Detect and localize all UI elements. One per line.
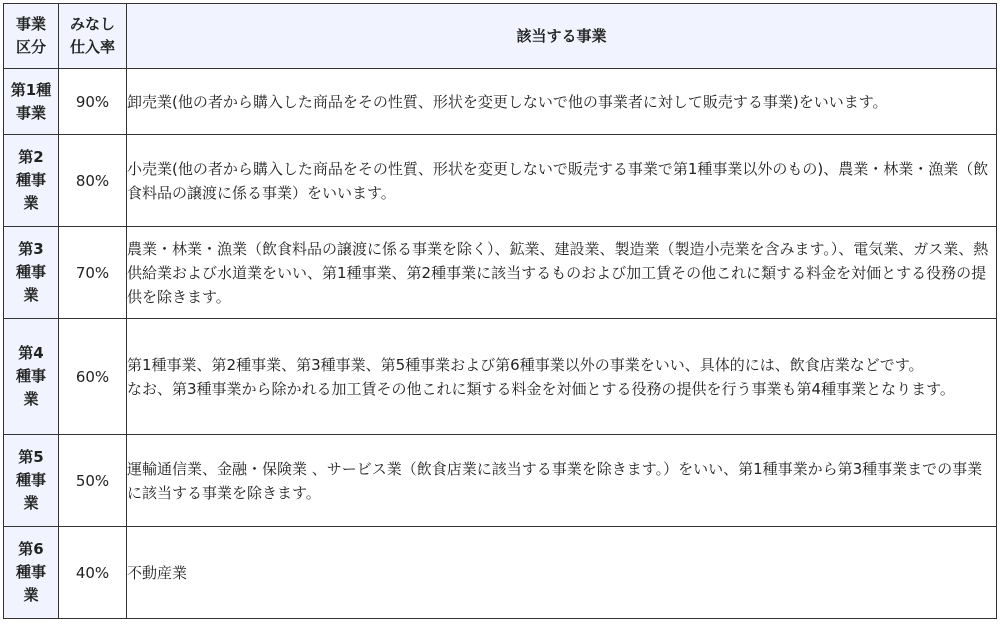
description-text: なお、第3種事業から除かれる加工賃その他これに類する料金を対価とする役務の提供を行う事業も第4種事業となります。 xyxy=(127,379,955,398)
description-text: 卸売業(他の者から購入した商品をその性質、形状を変更しないで他の事業者に対して販売する事業)をいいます。 xyxy=(127,92,888,111)
rate-cell: 50% xyxy=(59,435,127,527)
category-label: 第6種事業 xyxy=(15,540,46,604)
table-row xyxy=(4,135,997,227)
rate-cell: 40% xyxy=(59,527,127,619)
description-cell xyxy=(127,69,997,135)
table-row xyxy=(4,527,997,619)
category-cell xyxy=(4,135,59,227)
category-label: 第4種事業 xyxy=(15,344,46,408)
description-text: 農業・林業・漁業（飲食料品の譲渡に係る事業を除く）、鉱業、建設業、製造業（製造小売業を含みます。）、電気業、ガス業、熱供給業および水道業をいい、第1種事業、第2種事業に該当するものおよび加工賃その他これに類する料金を対価とする役務の提供を除きます。 xyxy=(127,239,989,306)
header-description: 該当する事業 xyxy=(127,4,997,69)
description-cell xyxy=(127,527,997,619)
header-rate xyxy=(59,4,127,69)
description-text: 運輸通信業、金融・保険業 、サービス業（飲食店業に該当する事業を除きます。）をいい、第1種事業から第3種事業までの事業に該当する事業を除きます。 xyxy=(127,459,983,502)
category-label: 第2種事業 xyxy=(15,148,46,212)
category-label: 第1種事業 xyxy=(10,80,52,122)
description-cell xyxy=(127,319,997,435)
category-label: 第5種事業 xyxy=(15,448,46,512)
description-text: 不動産業 xyxy=(127,563,188,582)
category-label: 第3種事業 xyxy=(15,240,46,304)
rate-cell: 70% xyxy=(59,227,127,319)
rate-cell: 80% xyxy=(59,135,127,227)
rate-cell: 90% xyxy=(59,69,127,135)
description-text: 小売業(他の者から購入した商品をその性質、形状を変更しないで販売する事業で第1種事業以外のもの)、農業・林業・漁業（飲食料品の譲渡に係る事業）をいいます。 xyxy=(127,159,989,202)
description-cell xyxy=(127,227,997,319)
category-cell xyxy=(4,527,59,619)
description-cell xyxy=(127,435,997,527)
table-row xyxy=(4,227,997,319)
header-category xyxy=(4,4,59,69)
table-row xyxy=(4,435,997,527)
table-header-row xyxy=(4,4,997,69)
header-category-label: 事業区分 xyxy=(15,15,46,56)
category-cell xyxy=(4,227,59,319)
simplified-tax-category-table xyxy=(3,3,997,619)
table-row xyxy=(4,319,997,435)
table-row xyxy=(4,69,997,135)
header-rate-label: みなし仕入率 xyxy=(69,15,115,56)
category-cell xyxy=(4,435,59,527)
description-cell xyxy=(127,135,997,227)
description-text: 第1種事業、第2種事業、第3種事業、第5種事業および第6種事業以外の事業をいい、具体的には、飲食店業などです。 xyxy=(127,355,924,374)
category-cell xyxy=(4,69,59,135)
rate-cell: 60% xyxy=(59,319,127,435)
category-cell xyxy=(4,319,59,435)
